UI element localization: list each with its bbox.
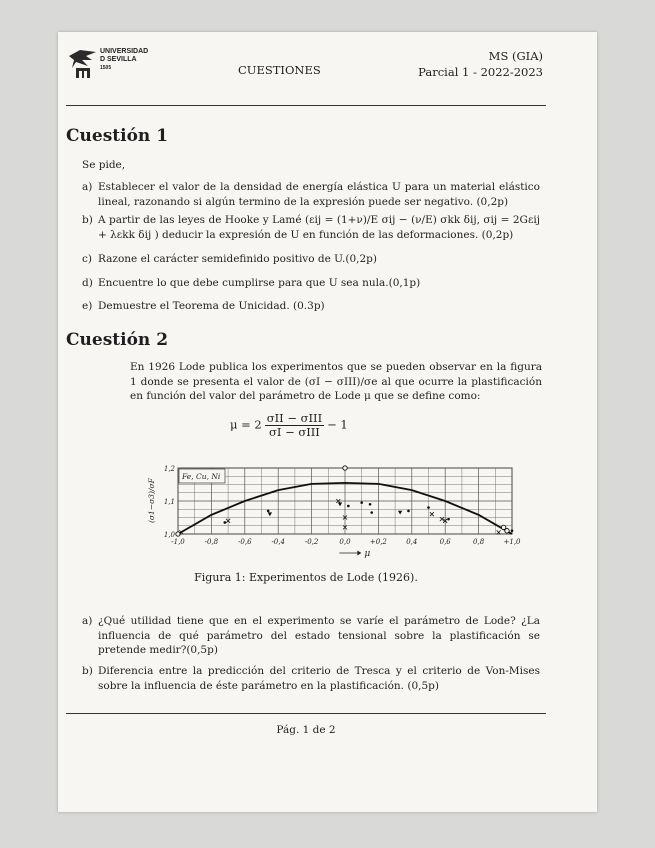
header-right xyxy=(380,48,543,80)
question-1-title: Cuestión 1 xyxy=(66,126,169,146)
question-2-title: Cuestión 2 xyxy=(66,330,169,350)
item-marker: e) xyxy=(82,300,93,312)
data-point xyxy=(427,506,430,509)
data-point xyxy=(268,512,272,516)
x-tick-label: -0,6 xyxy=(238,538,252,546)
data-point xyxy=(430,512,434,516)
question-1-intro: Se pide, xyxy=(82,159,126,171)
data-point xyxy=(338,503,342,507)
data-point xyxy=(369,503,372,506)
question-2-intro: En 1926 Lode publica los experimentos que se pueden observar en la figura 1 donde se presenta el valor de (σI − σIII)/σe al que ocurre la plastificación en función del valor del parámetro de Lode μ que se define como: xyxy=(130,361,542,402)
x-tick-label: -0,2 xyxy=(304,538,319,546)
lode-formula xyxy=(230,412,348,439)
formula-lhs: μ = 2 xyxy=(230,417,262,432)
formula-fraction xyxy=(265,412,324,439)
data-point xyxy=(505,529,509,533)
footer-rule xyxy=(66,713,546,714)
data-point xyxy=(343,466,347,470)
item-text: Diferencia entre la predicción del criterio de Tresca y el criterio de Von-Mises sobre la influencia de éste parámetro en la plastificación. (0,5p) xyxy=(98,665,540,692)
x-tick-label: -1,0 xyxy=(171,538,185,546)
item-marker: c) xyxy=(82,253,92,265)
x-tick-label: -0,8 xyxy=(204,538,219,546)
university-name xyxy=(100,48,148,72)
data-point xyxy=(370,511,373,514)
data-point xyxy=(398,511,402,515)
item-marker: a) xyxy=(82,181,93,193)
header-rule xyxy=(66,105,546,106)
item-text: Establecer el valor de la densidad de energía elástica U para un material elástico lineal, razonando si algún termino de la expresión puede ser negativo. (0,2p) xyxy=(98,181,540,208)
x-tick-label: 0,6 xyxy=(439,538,451,546)
data-point xyxy=(447,518,450,521)
data-point xyxy=(407,510,410,513)
formula-rhs: − 1 xyxy=(327,417,348,432)
y-tick-label: 1,2 xyxy=(163,465,175,473)
formula-numerator: σII − σIII xyxy=(266,411,323,425)
question-2-item-b xyxy=(82,664,544,693)
page-number: Pág. 1 de 2 xyxy=(276,724,336,736)
item-marker: b) xyxy=(82,214,93,226)
university-line-2: D SEVILLA xyxy=(100,56,137,63)
x-tick-label: 0,8 xyxy=(473,538,485,546)
question-2-item-a xyxy=(82,614,544,658)
item-marker: d) xyxy=(82,277,93,289)
data-point xyxy=(360,501,363,504)
x-tick-label: 0,4 xyxy=(406,538,418,546)
question-1-item-b xyxy=(82,213,544,242)
item-text: Razone el carácter semidefinido positivo de U.(0,2p) xyxy=(98,253,377,265)
data-point xyxy=(267,510,270,513)
item-text: Demuestre el Teorema de Unicidad. (0.3p) xyxy=(98,300,325,312)
x-tick-label: +1,0 xyxy=(503,538,521,546)
item-marker: b) xyxy=(82,665,93,677)
question-1-item-d xyxy=(82,276,544,291)
x-tick-label: +0,2 xyxy=(369,538,387,546)
x-axis-arrowhead xyxy=(357,551,361,556)
question-1-item-a xyxy=(82,180,544,209)
x-axis-label: μ xyxy=(364,549,371,559)
legend-label: Fe, Cu, Ni xyxy=(182,472,221,481)
question-1-item-e xyxy=(82,299,544,314)
formula-denominator: σI − σIII xyxy=(269,425,320,439)
item-text: ¿Qué utilidad tiene que en el experimento se varíe el parámetro de Lode? ¿La influencia de qué parámetro del estado tensional sobre la plastificación se pretende medir?(0,5p) xyxy=(98,615,540,656)
exam-label: Parcial 1 - 2022-2023 xyxy=(418,65,543,79)
item-text: Encuentre lo que debe cumplirse para que U sea nula.(0,1p) xyxy=(98,277,421,289)
item-marker: a) xyxy=(82,615,93,627)
course-label: MS (GIA) xyxy=(488,49,543,63)
lode-figure xyxy=(130,462,530,560)
x-tick-label: 0,0 xyxy=(339,538,351,546)
data-point xyxy=(347,505,350,508)
x-tick-label: -0,4 xyxy=(271,538,285,546)
data-point xyxy=(511,529,514,532)
item-text: A partir de las leyes de Hooke y Lamé (εij = (1+ν)/E σij − (ν/E) σkk δij, σij = 2Gεij + λεkk δij ) deducir la expresión de U en función de las deformaciones. (0,2p) xyxy=(98,214,540,241)
header-center-title: CUESTIONES xyxy=(238,63,321,77)
university-line-1: UNIVERSIDAD xyxy=(100,48,149,55)
y-axis-label: (σ1−σ3)/σF xyxy=(147,478,156,523)
figure-caption: Figura 1: Experimentos de Lode (1926). xyxy=(194,571,418,584)
y-tick-label: 1,1 xyxy=(163,498,175,506)
y-tick-label: 1,0 xyxy=(163,531,175,539)
university-logo-icon xyxy=(66,46,100,80)
university-line-3: 1505 xyxy=(100,65,112,71)
data-point xyxy=(223,521,226,524)
question-1-item-c xyxy=(82,252,544,267)
